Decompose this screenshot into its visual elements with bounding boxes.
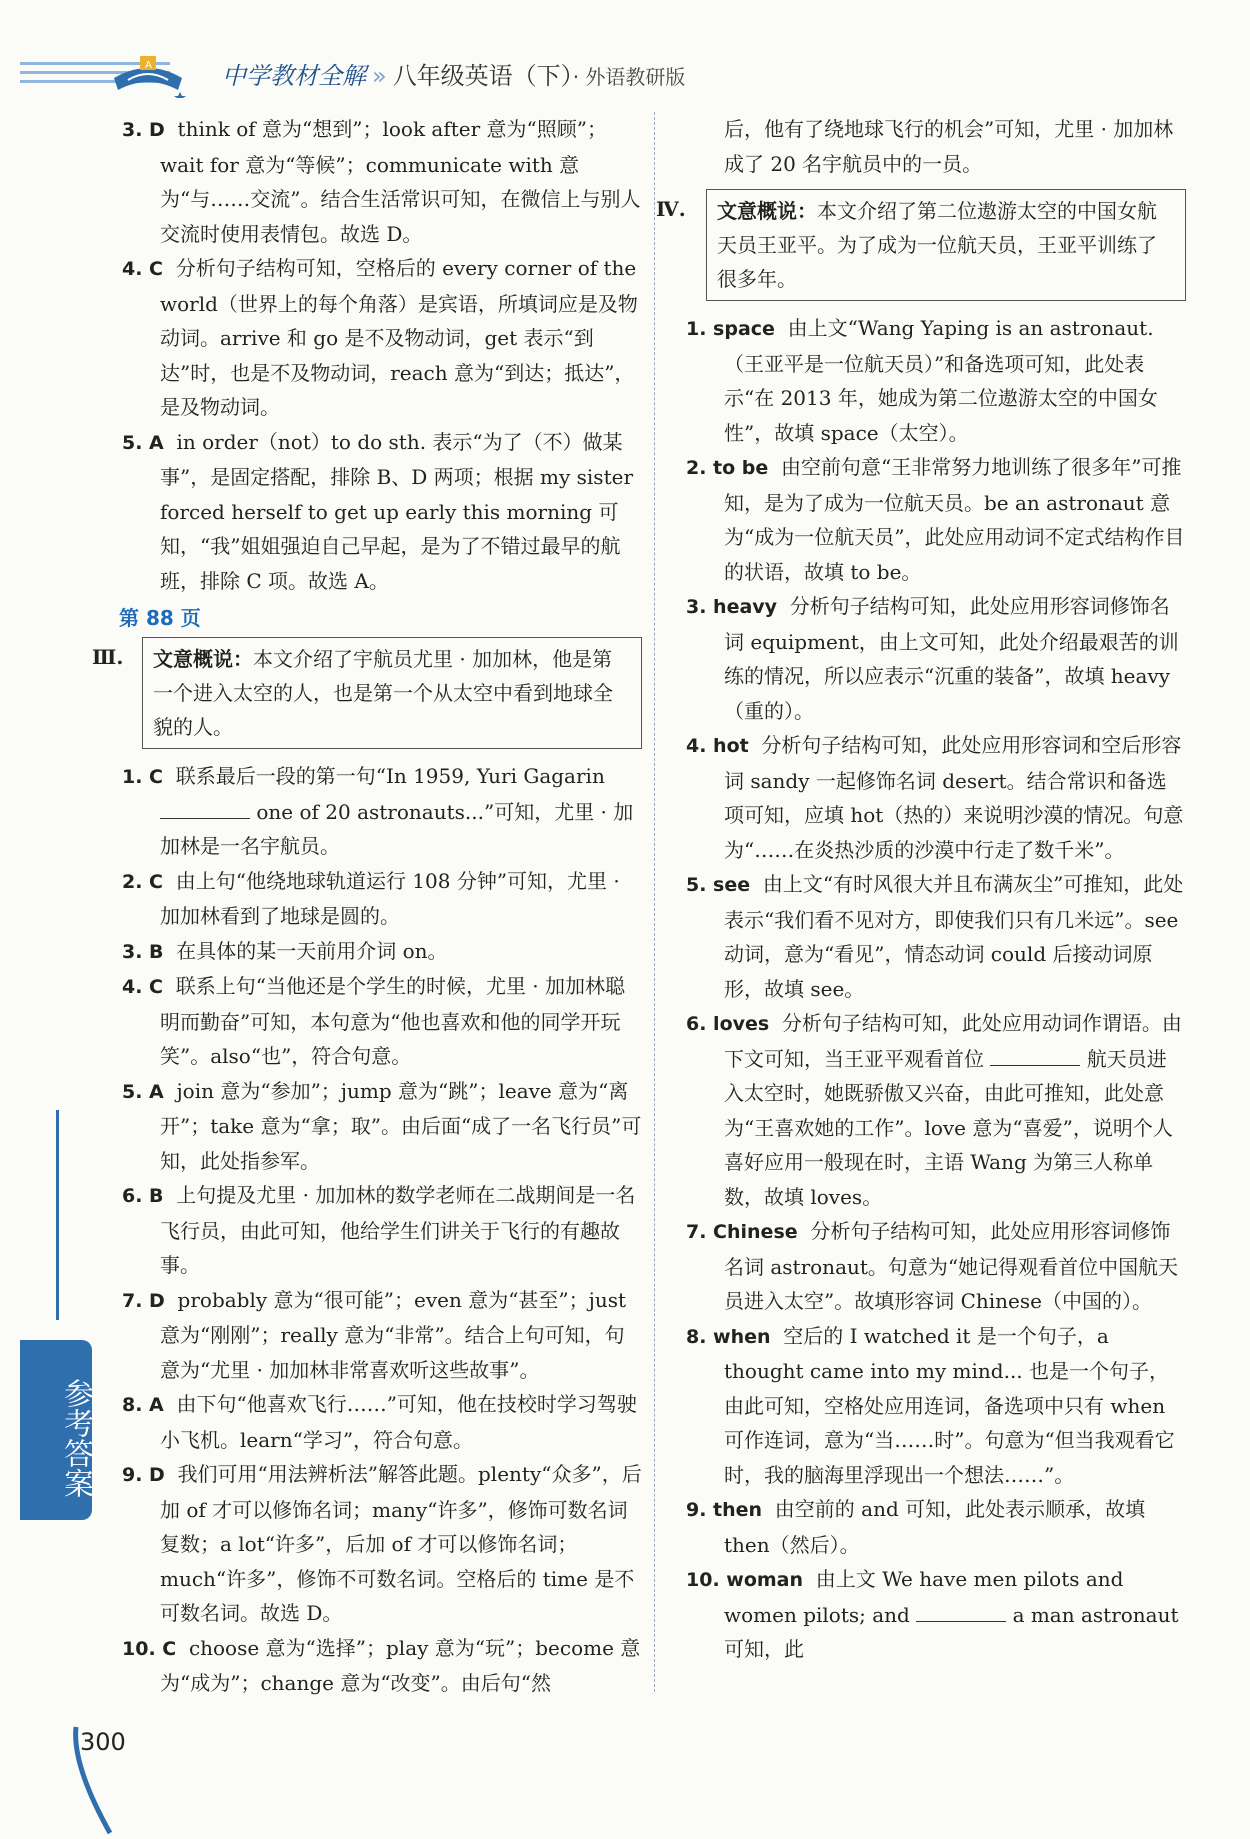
answer-text: 空后的 I watched it 是一个句子，a thought came into my mind... 也是一个句子，由此可知，空格处应用连词，备选项中只有 when 可作连词，意为“当……时”。句意为“但当我观看它时，我的脑海里浮现出一个想法……”。 xyxy=(724,1323,1175,1487)
answer-number: 3. B xyxy=(122,940,164,963)
answer-text: 分析句子结构可知，此处应用形容词和空后形容词 sandy 一起修饰名词 desert。结合常识和备选项可知，应填 hot（热的）来说明沙漠的情况。句意为“……在炎热沙质的沙漠中行走了数千米”。 xyxy=(724,733,1184,862)
answer-number: 8. A xyxy=(122,1394,164,1416)
section-summary xyxy=(656,189,1186,301)
answer-number: 3. D xyxy=(122,119,165,141)
side-tab-answers: 参考答案 xyxy=(20,1340,92,1520)
continuation-text: 后，他有了绕地球飞行的机会”可知，尤里 · 加加林成了 20 名宇航员中的一员。 xyxy=(724,117,1174,176)
answer-number: 9. then xyxy=(686,1499,763,1521)
answer-number: 10. woman xyxy=(686,1569,804,1591)
column-divider xyxy=(654,112,655,1692)
answer-item xyxy=(122,969,642,1074)
answer-text: choose 意为“选择”；play 意为“玩”；become 意为“成为”；change 意为“改变”。由后句“然 xyxy=(160,1635,641,1695)
answer-text: 由上文 We have men pilots and women pilots; and xyxy=(724,1567,1124,1627)
answer-item xyxy=(122,759,642,864)
answer-item xyxy=(686,450,1186,589)
answer-text: 由上文“有时风很大并且布满灰尘”可推知，此处表示“我们看不见对方，即使我们只有几米远”。see 动词，意为“看见”，情态动词 could 后接动词原形，故填 see。 xyxy=(724,872,1184,1001)
section-numeral: Ⅲ. xyxy=(92,645,124,669)
answer-text: 分析句子结构可知，此处应用动词作谓语。由下文可知，当王亚平观看首位 xyxy=(724,1011,1182,1071)
answer-blank xyxy=(990,1045,1080,1066)
answer-text: 在具体的某一天前用介词 on。 xyxy=(176,938,448,963)
answer-text: 由下句“他喜欢飞行……”可知，他在技校时学习驾驶小飞机。learn“学习”，符合句意。 xyxy=(160,1392,637,1452)
answer-item xyxy=(686,728,1186,867)
answer-item xyxy=(686,867,1186,1006)
summary-label: 文意概说： xyxy=(717,199,817,223)
book-logo-icon xyxy=(108,48,188,98)
answer-text: join 意为“参加”；jump 意为“跳”；leave 意为“离开”；take 意为“拿；取”。由后面“成了一名飞行员”可知，此处指参军。 xyxy=(160,1078,642,1173)
summary-box xyxy=(706,189,1186,301)
answer-item xyxy=(122,934,642,970)
answer-item xyxy=(122,112,642,251)
answer-item xyxy=(686,589,1186,728)
answer-item xyxy=(122,425,642,599)
answer-text: 联系最后一段的第一句“In 1959, Yuri Gagarin xyxy=(175,764,605,788)
book-title: 中学教材全解 xyxy=(222,62,366,90)
section-numeral: Ⅳ. xyxy=(656,197,686,221)
header-title xyxy=(222,56,685,91)
answer-item xyxy=(122,1074,642,1179)
answer-text: 分析句子结构可知，此处应用形容词修饰名词 astronaut。句意为“她记得观看首位中国航天员进入太空”。故填形容词 Chinese（中国的）。 xyxy=(724,1219,1179,1313)
answer-item xyxy=(122,251,642,425)
answer-number: 1. space xyxy=(686,318,775,340)
answer-text: 航天员进入太空时，她既骄傲又兴奋，由此可推知，此处意为“王喜欢她的工作”。love 意为“喜爱”，说明个人喜好应用一般现在时，主语 Wang 为第三人称单数，故填 loves。 xyxy=(724,1046,1173,1209)
answer-item xyxy=(122,1178,642,1283)
answer-item xyxy=(122,1387,642,1457)
answer-item xyxy=(122,1631,642,1701)
answer-item xyxy=(122,1457,642,1631)
summary-text: 本文介绍了宇航员尤里 · 加加林，他是第一个进入太空的人，也是第一个从太空中看到地球全貌的人。 xyxy=(153,647,613,739)
answer-text: 我们可用“用法辨析法”解答此题。plenty“众多”，后加 of 才可以修饰名词；many“许多”，修饰可数名词复数；a lot“许多”，后加 of 才可以修饰名词；much“许多”，修饰不可数名词。空格后的 time 是不可数名词。故选 D。 xyxy=(160,1462,642,1625)
answer-text: 上句提及尤里 · 加加林的数学老师在二战期间是一名飞行员，由此可知，他给学生们讲关于飞行的有趣故事。 xyxy=(160,1183,636,1277)
summary-box xyxy=(142,637,642,749)
answer-number: 4. hot xyxy=(686,735,749,757)
answer-item xyxy=(686,1319,1186,1493)
answer-number: 2. to be xyxy=(686,457,769,479)
answer-number: 7. D xyxy=(122,1289,165,1312)
answer-item xyxy=(122,864,642,934)
answer-text: 由上文“Wang Yaping is an astronaut.（王亚平是一位航天员）”和备选项可知，此处表示“在 2013 年，她成为第二位遨游太空的中国女性”，故填 space（太空）。 xyxy=(724,316,1158,445)
answer-number: 5. A xyxy=(122,1080,164,1103)
answer-number: 1. C xyxy=(122,766,163,788)
answer-number: 7. Chinese xyxy=(686,1221,798,1243)
answer-number: 6. B xyxy=(122,1185,164,1207)
page-header xyxy=(0,0,1250,110)
page-heading: 第 88 页 xyxy=(119,606,201,630)
svg-text:A: A xyxy=(145,60,152,71)
page-number: 300 xyxy=(80,1728,126,1756)
answer-item xyxy=(686,1214,1186,1319)
answer-number: 2. C xyxy=(122,870,163,893)
book-subtitle: 八年级英语（下） xyxy=(392,62,573,90)
answer-item xyxy=(686,1006,1186,1214)
answer-text: a man astronaut 可知，此 xyxy=(724,1602,1179,1661)
answer-blank xyxy=(916,1601,1006,1622)
answer-text: in order（not）to do sth. 表示“为了（不）做某事”，是固定搭配，排除 B、D 两项；根据 my sister forced herself to get up early this morning 可知，“我”姐姐强迫自己早起，是为了不错过最早的航班，排除 C 项。故选 A。 xyxy=(160,429,634,593)
answer-number: 9. D xyxy=(122,1464,165,1486)
answer-blank xyxy=(160,798,250,819)
answer-text: 分析句子结构可知，此处应用形容词修饰名词 equipment，由上文可知，此处介绍最艰苦的训练的情况，所以应表示“沉重的装备”，故填 heavy（重的）。 xyxy=(724,594,1179,723)
answer-item xyxy=(122,1283,642,1388)
answer-item xyxy=(686,1492,1186,1562)
answer-text: 分析句子结构可知，空格后的 every corner of the world（世界上的每个角落）是宾语，所填词应是及物动词。arrive 和 go 是不及物动词，get 表示“到达”时，也是不及物动词，reach 意为“到达；抵达”，是及物动词。 xyxy=(160,256,638,419)
publisher: · 外语教研版 xyxy=(572,65,686,89)
answer-text: probably 意为“很可能”；even 意为“甚至”；just 意为“刚刚”；really 意为“非常”。结合上句可知，句意为“尤里 · 加加林非常喜欢听这些故事”。 xyxy=(160,1287,627,1382)
side-line xyxy=(56,1110,59,1320)
answer-item xyxy=(686,1562,1186,1667)
answer-number: 8. when xyxy=(686,1325,771,1348)
answer-item xyxy=(686,311,1186,450)
answer-text: 由空前的 and 可知，此处表示顺承，故填 then（然后）。 xyxy=(724,1497,1146,1557)
header-separator: » xyxy=(372,62,387,90)
right-column xyxy=(656,112,1186,1667)
answer-number: 6. loves xyxy=(686,1013,770,1035)
left-column xyxy=(92,112,642,1701)
section-summary xyxy=(92,637,642,749)
answer-text: one of 20 astronauts...”可知，尤里 · 加加林是一名宇航员。 xyxy=(160,799,634,858)
answer-number: 5. A xyxy=(122,431,164,454)
answer-number: 3. heavy xyxy=(686,596,778,618)
answer-text: think of 意为“想到”；look after 意为“照顾”；wait for 意为“等候”；communicate with 意为“与……交流”。结合生活常识可知，在微信上与别人交流时使用表情包。故选 D。 xyxy=(160,117,641,246)
answer-number: 10. C xyxy=(122,1637,177,1660)
answer-text: 由上句“他绕地球轨道运行 108 分钟”可知，尤里 · 加加林看到了地球是圆的。 xyxy=(160,868,620,928)
answer-number: 4. C xyxy=(122,976,163,998)
answer-text: 联系上句“当他还是个学生的时候，尤里 · 加加林聪明而勤奋”可知，本句意为“他也喜欢和他的同学开玩笑”。also“也”，符合句意。 xyxy=(160,974,626,1068)
answer-text: 由空前句意“王非常努力地训练了很多年”可推知，是为了成为一位航天员。be an astronaut 意为“成为一位航天员”，此处应用动词不定式结构作目的状语，故填 to be。 xyxy=(724,455,1185,584)
answer-number: 5. see xyxy=(686,874,751,896)
summary-text: 本文介绍了第二位遨游太空的中国女航天员王亚平。为了成为一位航天员，王亚平训练了很多年。 xyxy=(717,199,1157,291)
summary-label: 文意概说： xyxy=(153,647,253,671)
answer-number: 4. C xyxy=(122,258,163,280)
